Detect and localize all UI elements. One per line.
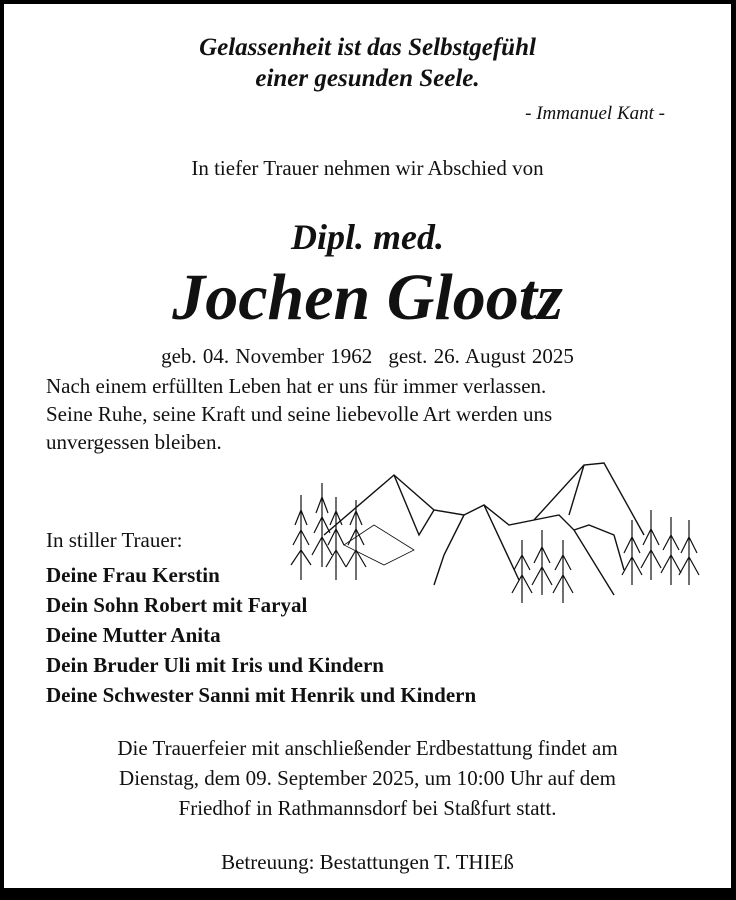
tribute-line: unvergessen bleiben. — [46, 430, 222, 454]
quote-line-2: einer gesunden Seele. — [255, 65, 480, 92]
mourner: Deine Schwester Sanni mit Henrik und Kindern — [46, 683, 477, 707]
funeral-line: Die Trauerfeier mit anschließender Erdbestattung findet am — [117, 736, 618, 760]
mourners-label: In stiller Trauer: — [46, 528, 183, 552]
mourner: Deine Mutter Anita — [46, 623, 221, 647]
mountain-illustration — [284, 455, 704, 605]
tribute-text — [46, 372, 552, 456]
birth-date: geb. 04. November 1962 — [161, 344, 373, 368]
undertaker: Betreuung: Bestattungen T. THIEß — [221, 850, 514, 874]
quote-author: - Immanuel Kant - — [525, 103, 665, 124]
quote-line-1: Gelassenheit ist das Selbstgefühl — [199, 34, 536, 61]
pine-trees-icon — [291, 483, 699, 603]
funeral-info — [4, 733, 731, 823]
mourner: Dein Sohn Robert mit Faryal — [46, 593, 308, 617]
funeral-line: Dienstag, dem 09. September 2025, um 10:00 Uhr auf dem — [119, 766, 616, 790]
academic-title: Dipl. med. — [291, 217, 444, 257]
intro-text: In tiefer Trauer nehmen wir Abschied von — [191, 156, 544, 180]
tribute-line: Nach einem erfüllten Leben hat er uns für immer verlassen. — [46, 374, 547, 398]
mourner: Dein Bruder Uli mit Iris und Kindern — [46, 653, 384, 677]
funeral-line: Friedhof in Rathmannsdorf bei Staßfurt statt. — [178, 796, 557, 820]
tribute-line: Seine Ruhe, seine Kraft und seine liebevolle Art werden uns — [46, 402, 553, 426]
mourner: Deine Frau Kerstin — [46, 563, 220, 587]
death-date: gest. 26. August 2025 — [388, 344, 574, 368]
life-dates — [4, 344, 731, 369]
deceased-name: Jochen Glootz — [172, 261, 563, 334]
obituary-notice — [4, 4, 731, 888]
